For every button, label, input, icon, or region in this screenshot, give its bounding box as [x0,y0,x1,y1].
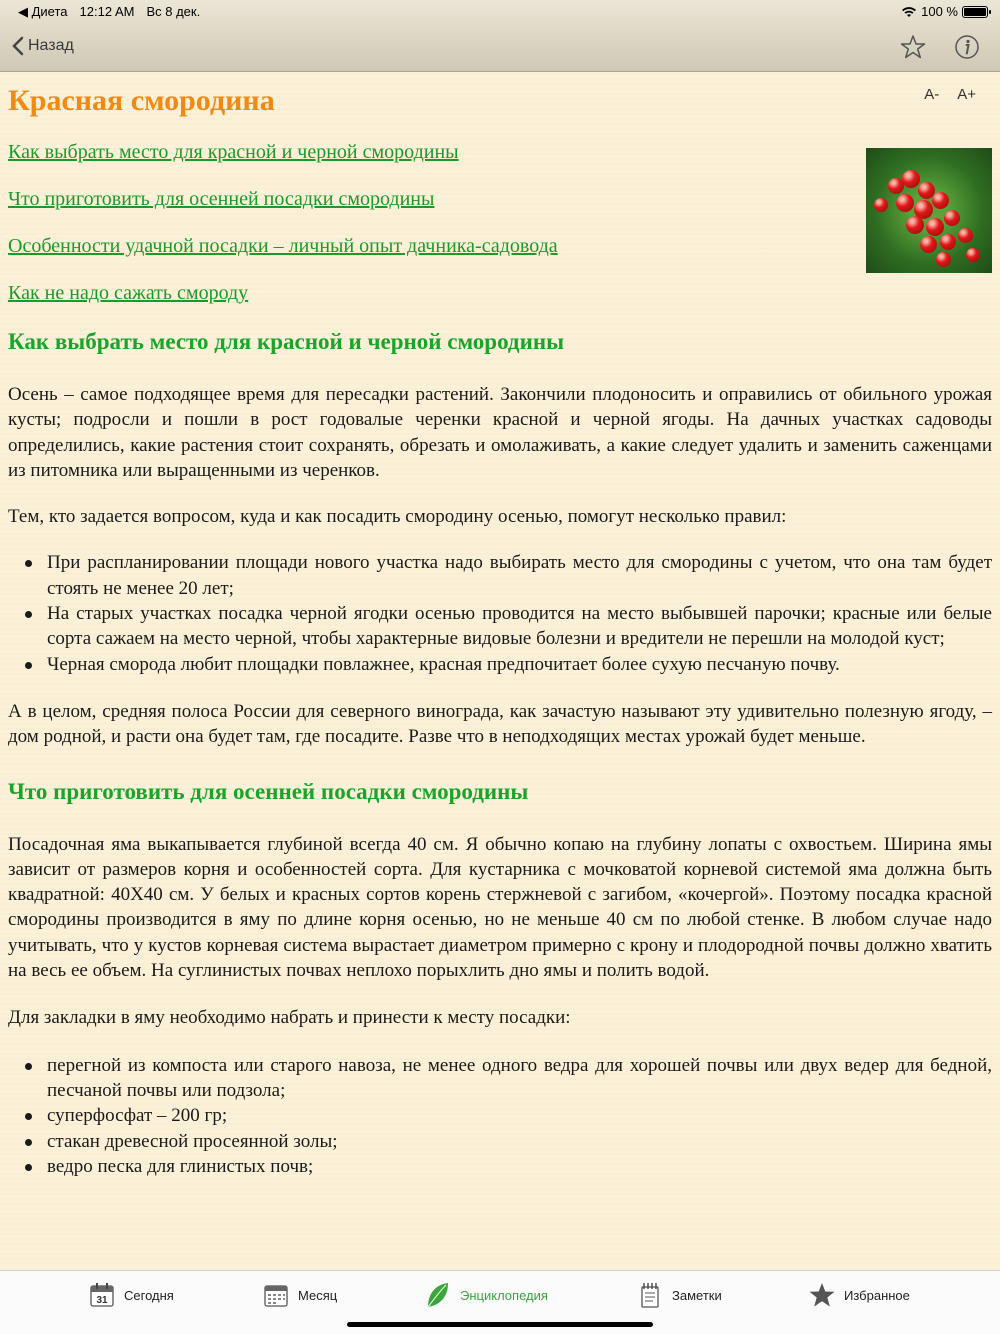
tab-encyclopedia[interactable] [424,1281,548,1309]
calendar-month-icon [262,1281,290,1309]
currant-photo [866,148,992,273]
paragraph: Тем, кто задается вопросом, куда и как посадить смородину осенью, помогут несколько правил: [8,506,787,528]
star-filled-icon [808,1281,836,1309]
font-decrease-button[interactable]: A- [924,86,940,103]
top-bar [0,0,1000,72]
battery-icon [962,6,988,18]
tab-month[interactable] [262,1281,337,1309]
tab-today[interactable] [88,1281,174,1309]
svg-text:31: 31 [96,1295,108,1306]
table-of-contents [8,140,992,305]
back-to-app[interactable]: ◀ Диета [18,4,68,19]
notes-icon [636,1281,664,1309]
list-item: На старых участках посадка черной ягодки осенью проводится на место выбывшей парочки; красные или белые сорта сажаем на место черной, чтобы характерные видовые болезни и вредители не перешли на молодой куст; [8,601,992,652]
back-label: Назад [28,37,74,54]
toc-link[interactable]: Как не надо сажать смороду [8,282,249,304]
tab-notes[interactable] [636,1281,722,1309]
tab-label: Энциклопедия [460,1287,548,1303]
tab-label: Заметки [672,1287,722,1303]
list-item: ведро песка для глинистых почв; [8,1154,992,1179]
list-item: суперфосфат – 200 гр; [8,1103,992,1128]
section-heading: Как выбрать место для красной и черной смородины [8,329,565,354]
list-item: стакан древесной просеянной золы; [8,1129,992,1154]
article-content[interactable] [0,72,1000,1270]
wifi-icon [901,6,917,18]
tab-label: Месяц [298,1287,338,1303]
tab-favorites[interactable] [808,1281,910,1309]
list-item: При распланировании площади нового участка надо выбирать место для смородины с учетом, что она там будет стоять не менее 20 лет; [8,550,992,601]
tab-label: Сегодня [124,1287,174,1303]
article-title: Красная смородина [8,84,275,117]
chevron-left-icon [12,36,24,56]
star-icon[interactable] [900,34,926,60]
list-item: перегной из компоста или старого навоза, не менее одного ведра для хорошей почвы или двух ведер для бедной, песчаной почвы или подзола; [8,1053,992,1104]
battery-percent: 100 % [921,4,958,19]
paragraph: Для закладки в яму необходимо набрать и принести к месту посадки: [8,1007,571,1029]
toc-link[interactable]: Особенности удачной посадки – личный опыт дачника-садовода [8,235,558,257]
toc-link[interactable]: Что приготовить для осенней посадки смородины [8,188,435,210]
bullet-list [8,550,992,676]
status-bar [0,0,1000,24]
paragraph: Осень – самое подходящее время для пересадки растений. Закончили плодоносить и оправились от обильного урожая кусты; подросли и пошли в рост годовалые черенки красной и черной ягоды. На дачных участках садоводы определились, какие растения стоит сохранять, обрезать и омолаживать, а какие следует удалить и заменить саженцами из питомника или выращенными из черенков. [8,384,992,481]
tab-label: Избранное [844,1287,910,1303]
paragraph: Посадочная яма выкапывается глубиной всегда 40 см. Я обычно копаю на глубину лопаты с охвостьем. Ширина ямы зависит от размеров корня и особенностей сорта. Для кустарника с мочковатой корневой системой яма должна быть квадратной: 40Х40 см. У белых и красных сортов корень стержневой с загибом, «кочергой». Поэтому посадка красной смородины производится в яму по длине корня осенью, но не меньше 40 см по любой стенке. В любом случае надо учитывать, что у кустов корневая система вырастает диаметром примерно с крону и плодородной почвы должно хватить на весь ее объем. На суглинистых почвах неплохо порыхлить дно ямы и полить водой. [8,833,992,982]
home-indicator[interactable] [347,1322,653,1327]
status-time: 12:12 AM [79,4,135,19]
toc-link[interactable]: Как выбрать место для красной и черной смородины [8,141,459,163]
calendar-day-icon [88,1281,116,1309]
bullet-list [8,1053,992,1179]
section-heading: Что приготовить для осенней посадки смородины [8,778,529,804]
info-icon[interactable] [954,34,980,60]
paragraph: А в целом, средняя полоса России для северного винограда, как зачастую называют эту удивительно полезную ягоду, – дом родной, и расти она будет там, где посадите. Разве что в неподходящих местах урожай будет меньше. [8,700,992,748]
font-increase-button[interactable]: A+ [957,86,976,103]
list-item: Черная сморода любит площадки повлажнее, красная предпочитает более сухую песчаную почву. [8,652,992,677]
leaf-icon [424,1281,452,1309]
back-button[interactable] [12,36,74,56]
status-date: Вс 8 дек. [146,4,201,19]
